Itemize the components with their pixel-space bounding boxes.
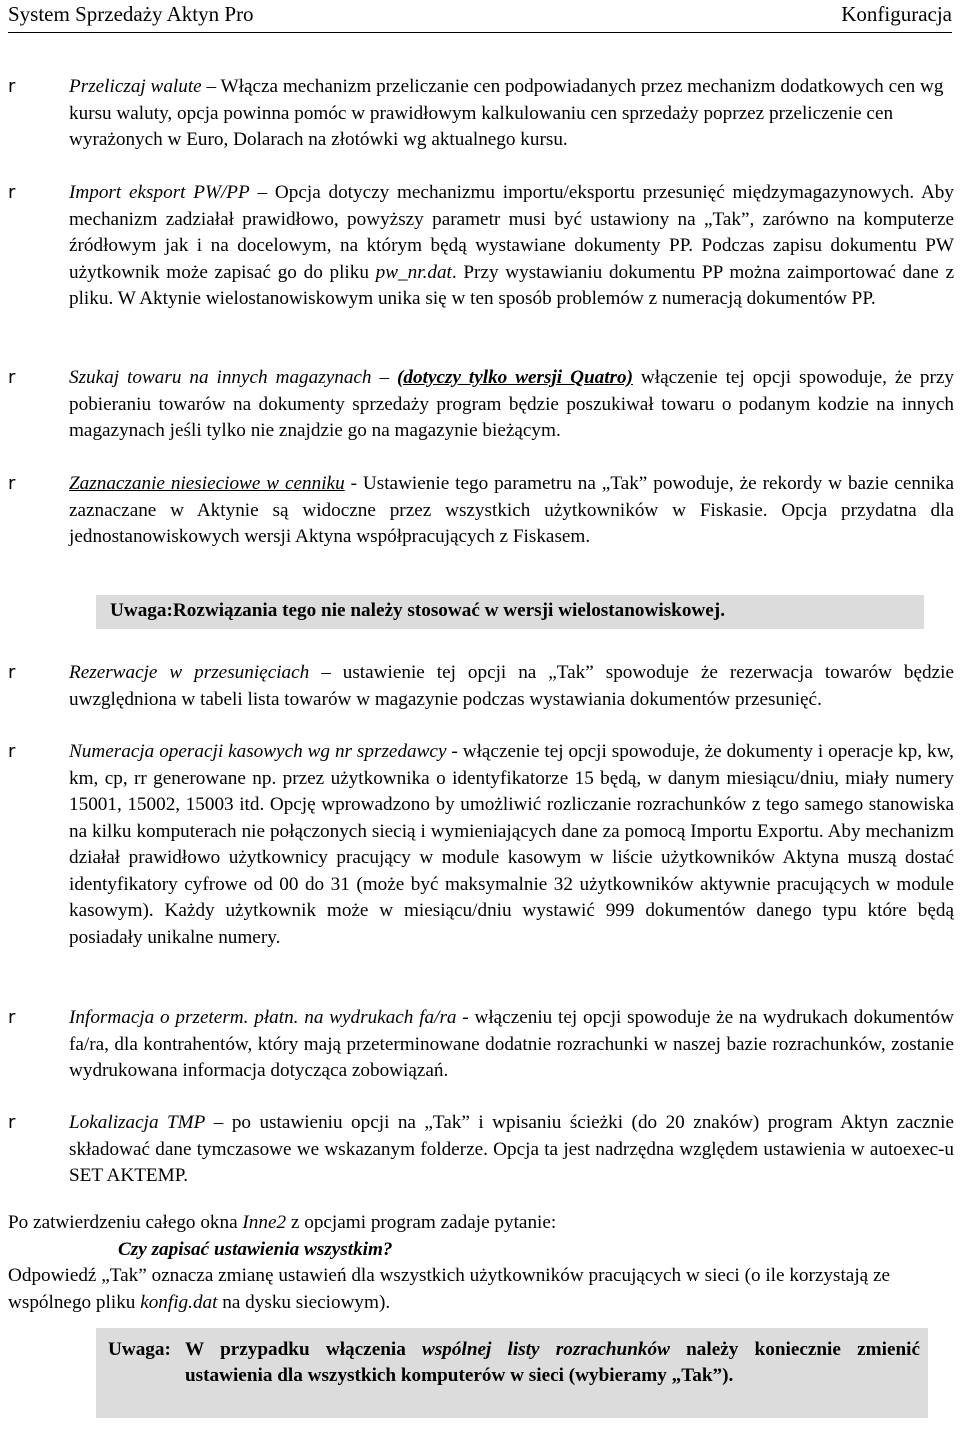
- option-item-przeliczaj-walute: [8, 74, 954, 154]
- option-title: Zaznaczanie niesieciowe w cenniku: [69, 473, 345, 494]
- note-label: Uwaga:: [108, 1339, 171, 1360]
- note-label: Uwaga:: [110, 600, 173, 621]
- bullet-icon: r: [8, 473, 16, 494]
- option-description: – ustawienie tej opcji na „Tak” spowoduje że rezerwacja towarów będzie uwzględniona w tabeli lista towarów w magazynie podczas wystawiania dokumentów przesunięć.: [69, 662, 954, 710]
- version-note: (dotyczy tylko wersji Quatro): [397, 367, 633, 388]
- option-item-rezerwacje: [8, 660, 954, 713]
- option-description: – Włącza mechanizm przeliczanie cen podpowiadanych przez mechanizm dodatkowych cen wg kursu waluty, opcja powinna pomóc w prawidłowym kalkulowaniu cen sprzedaży poprzez przeliczenie cen wyrażonych w Euro, Dolarach na złotówki wg aktualnego kursu.: [69, 76, 944, 150]
- bullet-icon: r: [8, 76, 16, 97]
- option-item-numeracja-kasowa: [8, 739, 954, 951]
- option-title: Lokalizacja TMP: [69, 1112, 206, 1133]
- option-item-szukaj-towaru: r Szukaj towaru na innych magazynach – (dotyczy tylko wersji Quatro) włączenie tej opcji spowoduje, że przy pobieraniu towarów na dokumenty sprzedaży program będzie poszukiwał towaru o podanym kodzie na innych magazynach jeśli tylko nie znajdzie go na magazynie bieżącym.: [8, 367, 954, 441]
- closing-sentence: Po zatwierdzeniu całego okna Inne2 z opcjami program zadaje pytanie:: [8, 1212, 557, 1233]
- warning-note: [96, 595, 924, 629]
- header-title: System Sprzedaży Aktyn Pro: [8, 2, 254, 26]
- window-name: Inne2: [242, 1212, 287, 1233]
- save-question: Czy zapisać ustawienia wszystkim?: [118, 1238, 393, 1260]
- option-title: Szukaj towaru na innych magazynach: [69, 367, 372, 388]
- option-description: włączenie tej opcji spowoduje, że przy pobieraniu towarów na dokumenty sprzedaży program będzie poszukiwał towaru o podanym kodzie na innych magazynach jeśli tylko nie znajdzie go na magazynie bieżącym.: [69, 367, 954, 441]
- option-description: - włączenie tej opcji spowoduje, że dokumenty i operacje kp, kw, km, cp, rr generowane np. przez użytkownika o identyfikatorze 15 będą, w danym miesiącu/dniu, miały numery 15001, 15002, 15003 itd. Opcję wprowadzono by umożliwić rozliczanie rozrachunków z tego samego stanowiska na kilku komputerach nie połączonych siecią i wymieniających dane za pomocą Importu Exportu. Aby mechanizm działał prawidłowo użytkownicy pracujący w module kasowym w liście użytkowników Aktyna muszą dostać identyfikatory cyfrowe od 00 do 31 (może być maksymalnie 32 użytkowników aktywnie pracujących w module kasowym). Każdy użytkownik może w miesiącu/dniu wystawić 999 dokumentów danego typu które będą posiadały unikalne numery.: [69, 741, 954, 948]
- option-title: Import eksport PW/PP: [69, 182, 250, 203]
- file-name: pw_nr.dat: [375, 261, 452, 283]
- note-text: W przypadku włączenia wspólnej listy rozrachunków należy koniecznie zmienić ustawienia dla wszystkich komputerów w sieci (wybieramy „Tak”).: [185, 1339, 920, 1386]
- option-description: - włączeniu tej opcji spowoduje że na wydrukach dokumentów fa/ra, dla kontrahentów, który mają przeterminowane dodatnie rozrachunki w naszej bazie rozrachunków, zostanie wydrukowana informacja dotycząca zobowiązań.: [69, 1007, 954, 1081]
- option-title: Informacja o przeterm. płatn. na wydrukach fa/ra: [69, 1007, 457, 1028]
- option-description-cont: . Przy wystawianiu dokumentu PP można zaimportować dane z pliku. W Aktynie wielostanowiskowym unika się w ten sposób problemów z numeracją dokumentów PP.: [69, 261, 954, 309]
- bullet-icon: r: [8, 741, 16, 762]
- bullet-icon: r: [8, 182, 16, 203]
- option-item-lokalizacja-tmp: [8, 1110, 954, 1190]
- shared-list-term: wspólnej listy rozrachunków: [422, 1339, 670, 1360]
- option-title: Przeliczaj walute: [69, 76, 202, 97]
- option-title: Numeracja operacji kasowych wg nr sprzedawcy: [69, 741, 447, 762]
- bullet-icon: r: [8, 367, 16, 388]
- option-description: – Opcja dotyczy mechanizmu importu/eksportu przesunięć międzymagazynowych. Aby mechanizm zadziałał prawidłowo, powyższy parametr musi być ustawiony na „Tak”, zarówno na komputerze źródłowym jak i na docelowym, na którym będą wystawiane dokumenty PP. Podczas zapisu dokumentu PW użytkownik może zapisać go do pliku: [69, 182, 954, 283]
- closing-text: [8, 1210, 954, 1316]
- note-text: Rozwiązania tego nie należy stosować w wersji wielostanowiskowej.: [172, 600, 725, 621]
- option-item-informacja-przeterm: [8, 1005, 954, 1085]
- header-section: Konfiguracja: [841, 2, 952, 26]
- option-item-import-eksport: [8, 180, 954, 313]
- warning-note-shared-list: [96, 1328, 928, 1418]
- option-description: - Ustawienie tego parametru na „Tak” powoduje, że rekordy w bazie cennika zaznaczane w Aktynie są widoczne przez wszystkich użytkowników w Fiskasie. Opcja przydatna dla jednostanowiskowych wersji Aktyna współpracujących z Fiskasem.: [69, 473, 954, 547]
- option-item-zaznaczanie-niesieciowe: [8, 471, 954, 551]
- bullet-icon: r: [8, 662, 16, 683]
- page-header: [8, 0, 952, 33]
- bullet-icon: r: [8, 1007, 16, 1028]
- option-description: – po ustawieniu opcji na „Tak” i wpisaniu ścieżki (do 20 znaków) program Aktyn zacznie składować dane tymczasowe we wskazanym folderze. Opcja ta jest nadrzędna względem ustawienia w autoexec-u SET AKTEMP.: [69, 1112, 954, 1186]
- option-title: Rezerwacje w przesunięciach: [69, 662, 310, 683]
- config-file-name: konfig.dat: [140, 1291, 218, 1313]
- bullet-icon: r: [8, 1112, 16, 1133]
- answer-explanation: Odpowiedź „Tak” oznacza zmianę ustawień dla wszystkich użytkowników pracujących w sieci (o ile korzystają ze wspólnego pliku konfig.dat na dysku sieciowym).: [8, 1265, 890, 1313]
